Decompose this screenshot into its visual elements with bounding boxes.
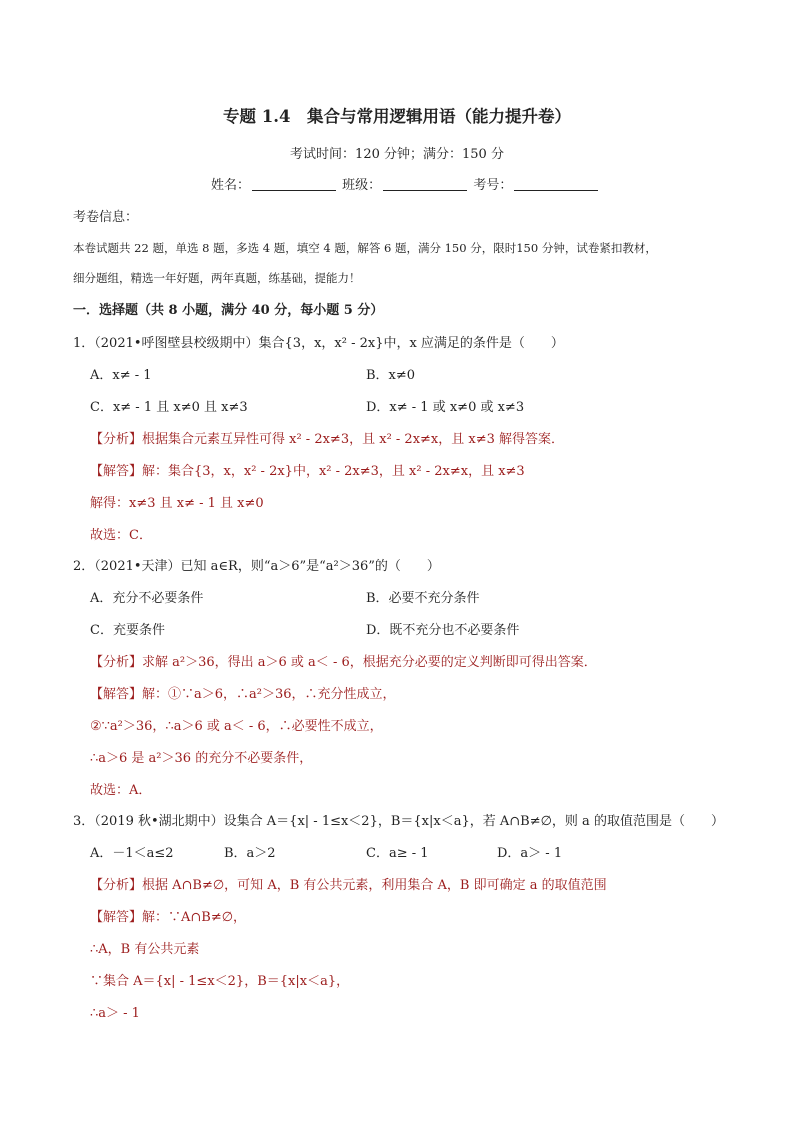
info-line-1: 本卷试题共 22 题，单选 8 题，多选 4 题，填空 4 题，解答 6 题，满分 150 分，限时150 分钟，试卷紧扣教材， — [73, 241, 657, 255]
name-label: 姓名： — [211, 178, 251, 193]
q1-option-b: B．x≠0 — [366, 368, 416, 383]
q2-option-b: B．必要不充分条件 — [366, 591, 480, 606]
q2-solution: 【解答】解：①∵a＞6，∴a²＞36，∴充分性成立， — [90, 687, 396, 702]
info-label: 考卷信息： — [73, 210, 139, 225]
q1-option-a: A．x≠ - 1 — [90, 368, 152, 383]
q1-analysis: 【分析】根据集合元素互异性可得 x² - 2x≠3，且 x² - 2x≠x，且 x≠3 解得答案． — [90, 432, 565, 447]
q2-answer: 故选：A． — [90, 783, 152, 798]
q2-step-1: ②∵a²＞36，∴a＞6 或 a＜ - 6，∴必要性不成立， — [90, 719, 383, 734]
q2-stem: 2．（2021•天津）已知 a∈R，则“a＞6”是“a²＞36”的（ ） — [73, 559, 440, 574]
q3-step-3: ∴a＞ - 1 — [90, 1006, 140, 1021]
q3-option-b: B．a＞2 — [224, 846, 276, 861]
name-blank — [252, 176, 336, 191]
q2-analysis: 【分析】求解 a²＞36，得出 a＞6 或 a＜ - 6，根据充分必要的定义判断即可得出答案． — [90, 655, 597, 670]
q3-option-a: A．－1＜a≤2 — [90, 846, 174, 861]
q1-option-c: C．x≠ - 1 且 x≠0 且 x≠3 — [90, 400, 248, 415]
page-title: 专题 1.4 集合与常用逻辑用语（能力提升卷） — [223, 107, 571, 126]
q2-option-a: A．充分不必要条件 — [90, 591, 204, 606]
q3-stem: 3．（2019 秋•湖北期中）设集合 A＝{x| - 1≤x＜2}，B＝{x|x＜a}，若 A∩B≠∅，则 a 的取值范围是（ ） — [73, 814, 724, 829]
exam-time: 考试时间：120 分钟；满分：150 分 — [290, 147, 504, 162]
q3-option-c: C．a≥ - 1 — [366, 846, 429, 861]
q1-solution: 【解答】解：集合{3，x，x² - 2x}中，x² - 2x≠3，且 x² - 2x≠x，且 x≠3 — [90, 464, 525, 479]
q2-option-c: C．充要条件 — [90, 623, 165, 638]
id-blank — [514, 176, 598, 191]
q3-solution: 【解答】解：∵A∩B≠∅， — [90, 910, 247, 925]
q3-analysis: 【分析】根据 A∩B≠∅，可知 A，B 有公共元素，利用集合 A，B 即可确定 a 的取值范围 — [90, 878, 607, 893]
q3-step-2: ∵集合 A＝{x| - 1≤x＜2}，B＝{x|x＜a}， — [90, 974, 350, 989]
q2-step-2: ∴a＞6 是 a²＞36 的充分不必要条件， — [90, 751, 313, 766]
q3-option-d: D．a＞ - 1 — [497, 846, 563, 861]
class-label: 班级： — [342, 178, 382, 193]
info-line-2: 细分题组，精选一年好题，两年真题，练基础，提能力！ — [73, 271, 361, 285]
student-info-line — [211, 176, 600, 195]
section-title: 一．选择题（共 8 小题，满分 40 分，每小题 5 分） — [73, 303, 384, 318]
q3-step-1: ∴A，B 有公共元素 — [90, 942, 200, 957]
q2-option-d: D．既不充分也不必要条件 — [366, 623, 520, 638]
class-blank — [383, 176, 467, 191]
id-label: 考号： — [473, 178, 513, 193]
q1-option-d: D．x≠ - 1 或 x≠0 或 x≠3 — [366, 400, 525, 415]
q1-step-1: 解得：x≠3 且 x≠ - 1 且 x≠0 — [90, 496, 264, 511]
q1-stem: 1．（2021•呼图壁县校级期中）集合{3，x，x² - 2x}中，x 应满足的条件是（ ） — [73, 336, 564, 351]
q1-answer: 故选：C． — [90, 528, 152, 543]
